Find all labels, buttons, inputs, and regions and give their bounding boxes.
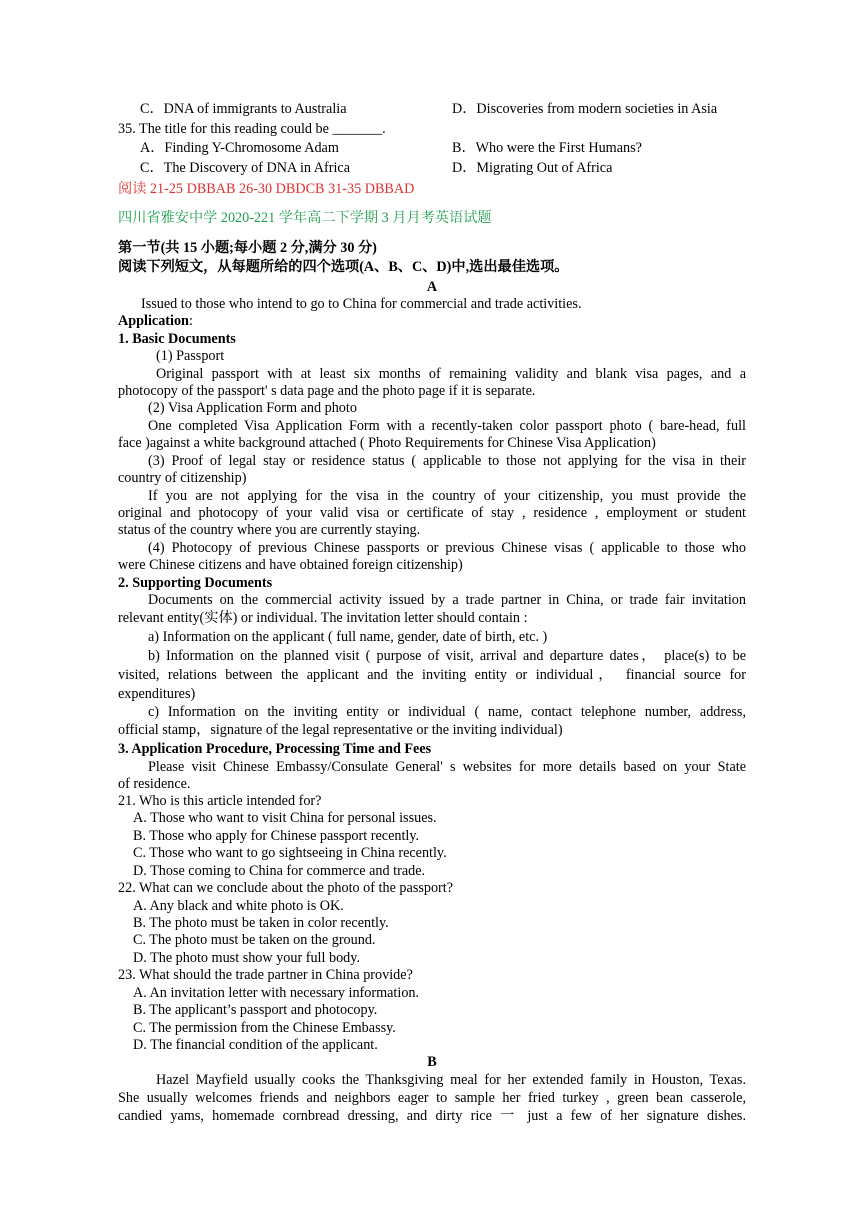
visa-form-line2: face )against a white background attached ( Photo Requirements for Chinese Visa Application) — [118, 435, 656, 451]
question-21-stem: 21. Who is this article intended for? — [118, 793, 322, 809]
question-22-option-d: D. The photo must show your full body. — [133, 950, 360, 966]
passage-b-line1: Hazel Mayfield usually cooks the Thanksgiving meal for her extended family in Houston, Texas. — [156, 1072, 746, 1088]
previous-passport-line1: (4) Photocopy of previous Chinese passports or previous Chinese visas ( applicable to those who — [148, 540, 746, 556]
info-visit-line1: b) Information on the planned visit ( purpose of visit, arrival and departure dates， place(s) to be — [148, 648, 746, 664]
exam-title: 四川省雅安中学 2020-221 学年高二下学期 3 月月考英语试题 — [118, 210, 492, 226]
passport-text-line2: photocopy of the passport' s data page and the photo page if it is separate. — [118, 383, 536, 399]
passage-b-letter: B — [427, 1054, 437, 1070]
question-23-option-c: C. The permission from the Chinese Embassy. — [133, 1020, 396, 1036]
legal-stay-detail-line1: If you are not applying for the visa in the country of your citizenship, you must provide the — [148, 488, 746, 504]
question-22-option-b: B. The photo must be taken in color recently. — [133, 915, 389, 931]
q35-option-c: C．The Discovery of DNA in Africa — [140, 160, 351, 176]
passage-a-intro: Issued to those who intend to go to China for commercial and trade activities. — [141, 296, 582, 312]
question-23-option-d: D. The financial condition of the applicant. — [133, 1037, 378, 1053]
info-inviting-line1: c) Information on the inviting entity or individual ( name, contact telephone number, address, — [148, 704, 746, 720]
q34-option-c: C．DNA of immigrants to Australia — [140, 101, 347, 117]
supporting-line2: relevant entity(实体) or individual. The invitation letter should contain : — [118, 610, 528, 626]
q35-stem: 35. The title for this reading could be _______. — [118, 121, 386, 137]
info-applicant: a) Information on the applicant ( full name, gender, date of birth, etc. ) — [148, 629, 548, 645]
legal-stay-line2: country of citizenship) — [118, 470, 247, 486]
question-21-option-b: B. Those who apply for Chinese passport recently. — [133, 828, 420, 844]
passage-b-line2: She usually welcomes friends and neighbors eager to sample her fried turkey , green bean casserole, — [118, 1090, 746, 1106]
passage-a-letter: A — [426, 279, 438, 295]
question-21-option-a: A. Those who want to visit China for personal issues. — [133, 810, 437, 826]
q35-option-d: D．Migrating Out of Africa — [452, 160, 613, 176]
answer-key: 阅读 21-25 DBBAB 26-30 DBDCB 31-35 DBBAD — [118, 181, 415, 197]
question-23-option-a: A. An invitation letter with necessary information. — [133, 985, 420, 1001]
previous-passport-line2: were Chinese citizens and have obtained foreign citizenship) — [118, 557, 463, 573]
question-23-option-b: B. The applicant’s passport and photocopy. — [133, 1002, 378, 1018]
question-22-stem: 22. What can we conclude about the photo of the passport? — [118, 880, 454, 896]
question-22-option-c: C. The photo must be taken on the ground. — [133, 932, 376, 948]
procedure-line1: Please visit Chinese Embassy/Consulate General' s websites for more details based on your State — [148, 759, 746, 775]
heading-basic-documents: 1. Basic Documents — [118, 331, 236, 347]
info-inviting-line2: official stamp，signature of the legal representative or the inviting individual) — [118, 722, 563, 738]
passage-b-line3: candied yams, homemade cornbread dressing, and dirty rice 一 just a few of her signature dishes. — [118, 1108, 746, 1124]
question-21-option-c: C. Those who want to go sightseeing in China recently. — [133, 845, 447, 861]
question-22-option-a: A. Any black and white photo is OK. — [133, 898, 344, 914]
supporting-line1: Documents on the commercial activity issued by a trade partner in China, or trade fair invitation — [148, 592, 746, 608]
document-page: C．DNA of immigrants to Australia D．Discoveries from modern societies in Asia 35. The title for this reading could be _______. A．Finding Y-Chromosome Adam B．Who were the First Humans? C．The Discovery of DNA in Africa D．Migrating Out of Africa 阅读 21-25 DBBAB 26-30 DBDCB 31-35 DBBAD 四川省雅安中学 2020-221 学年高二下学期 3 月月考英语试题 第一节(共 15 小题;每小题 2 分,满分 30 分) 阅读下列短文，从每题所给的四个选项(A、B、C、D)中,选出最佳选项。 A Issued to those who intend to go to China for commercial and trade activities. Application: 1. Basic Documents (1) Passport Original passport with at least six months of remaining validity and blank visa pages, and a photocopy of the passport' s data page and the photo page if it is separate. (2) Visa Application Form and photo One completed Visa Application Form with a recently-taken color passport photo ( bare-head, full face )against a white background attached ( Photo Requirements for Chinese Visa Application) (3) Proof of legal stay or residence status ( applicable to those not applying for the visa in their country of citizenship) If you are not applying for the visa in the country of your citizenship, you must provide the original and photocopy of your valid visa or certificate of stay , residence , employment or student status of the country where you are currently staying. (4) Photocopy of previous Chinese passports or previous Chinese visas ( applicable to those who were Chinese citizens and have obtained foreign citizenship) 2. Supporting Documents Documents on the commercial activity issued by a trade partner in China, or trade fair invitation relevant entity(实体) or individual. The invitation letter should contain : a) Information on the applicant ( full name, gender, date of birth, etc. ) b) Information on the planned visit ( purpose of visit, arrival and departure dates， place(s) to be visited, relations between the applicant and the inviting entity or individual， financial source for expenditures) c) Information on the inviting entity or individual ( name, contact telephone number, address, official stamp，signature of the legal representative or the inviting individual) 3. Application Procedure, Processing Time and Fees Please visit Chinese Embassy/Consulate General' s websites for more details based on your State of residence. 21. Who is this article intended for? A. Those who want to visit China for personal issues. B. Those who apply for Chinese passport recently. C. Those who want to go sightseeing in China recently. D. Those coming to China for commerce and trade. 22. What can we conclude about the photo of the passport? A. Any black and white photo is OK. B. The photo must be taken in color recently. C. The photo must be taken on the ground. D. The photo must show your full body. 23. What should the trade partner in China provide? A. An invitation letter with necessary information. B. The applicant’s passport and photocopy. C. The permission from the Chinese Embassy. D. The financial condition of the applicant. B Hazel Mayfield usually cooks the Thanksgiving meal for her extended family in Houston, Texas. She usually welcomes friends and neighbors eager to sample her fried turkey , green bean casserole, candied yams, homemade cornbread dressing, and dirty rice 一 just a few of her signature dishes. — [0, 0, 860, 1216]
visa-form-title: (2) Visa Application Form and photo — [148, 400, 357, 416]
q34-option-d: D．Discoveries from modern societies in Asia — [452, 101, 718, 117]
info-visit-line3: expenditures) — [118, 686, 196, 702]
q35-option-a: A．Finding Y-Chromosome Adam — [140, 140, 339, 156]
heading-procedure: 3. Application Procedure, Processing Time and Fees — [118, 741, 432, 757]
section-heading: 第一节(共 15 小题;每小题 2 分,满分 30 分) — [118, 240, 377, 256]
question-21-option-d: D. Those coming to China for commerce and trade. — [133, 863, 426, 879]
application-heading: Application — [118, 313, 189, 329]
procedure-line2: of residence. — [118, 776, 191, 792]
passport-title: (1) Passport — [156, 348, 225, 364]
visa-form-line1: One completed Visa Application Form with a recently-taken color passport photo ( bare-head, full — [148, 418, 746, 434]
legal-stay-detail-line3: status of the country where you are currently staying. — [118, 522, 421, 538]
legal-stay-detail-line2: original and photocopy of your valid visa or certificate of stay , residence , employment or student — [118, 505, 746, 521]
instruction: 阅读下列短文，从每题所给的四个选项(A、B、C、D)中,选出最佳选项。 — [118, 259, 569, 275]
heading-supporting-documents: 2. Supporting Documents — [118, 575, 273, 591]
legal-stay-line1: (3) Proof of legal stay or residence status ( applicable to those not applying for the visa in their — [148, 453, 746, 469]
passport-text-line1: Original passport with at least six months of remaining validity and blank visa pages, and a — [156, 366, 746, 382]
question-23-stem: 23. What should the trade partner in China provide? — [118, 967, 413, 983]
info-visit-line2: visited, relations between the applicant and the inviting entity or individual， financial source for — [118, 667, 746, 683]
q35-option-b: B．Who were the First Humans? — [452, 140, 642, 156]
